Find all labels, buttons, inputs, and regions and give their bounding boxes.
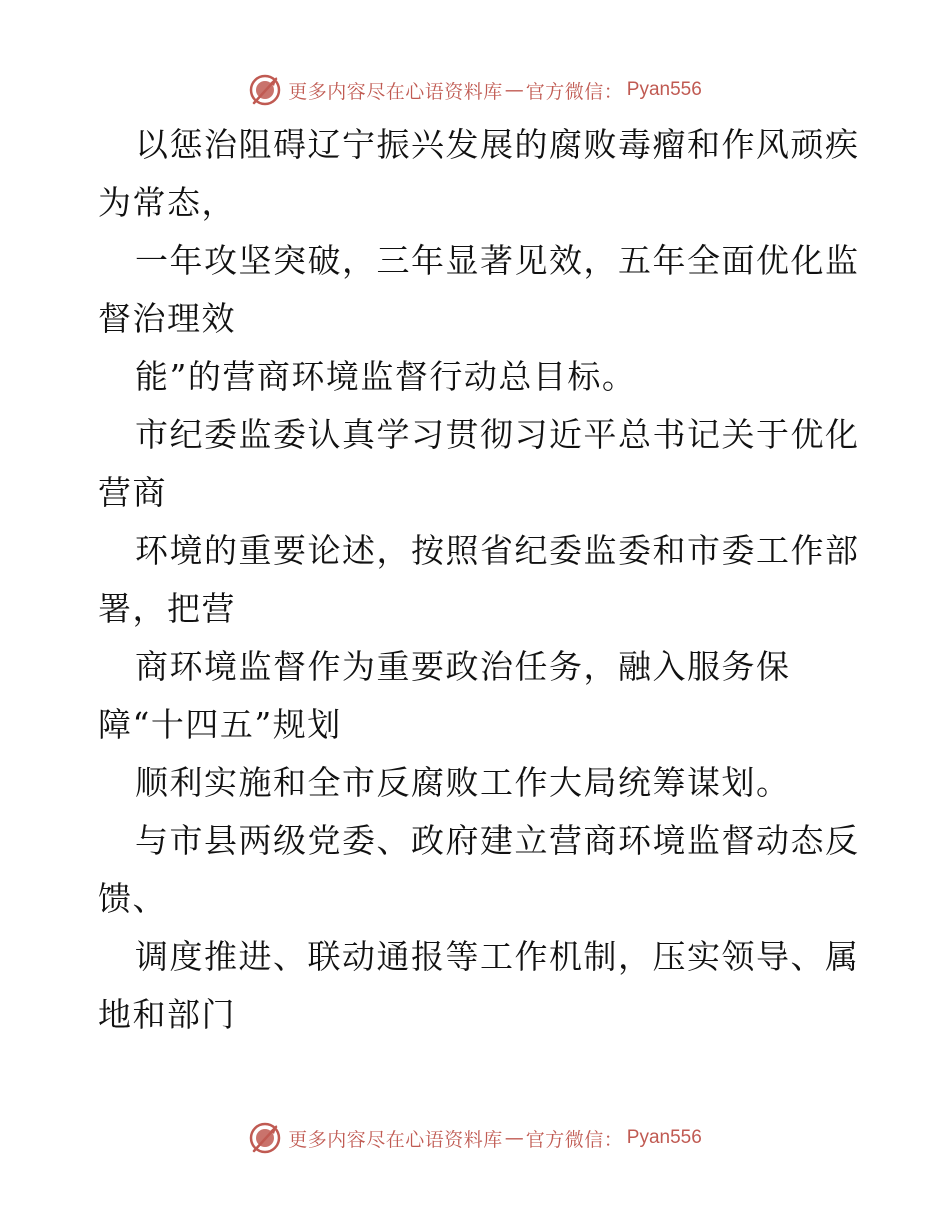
body-line: 以惩治阻碍辽宁振兴发展的腐败毒瘤和作风顽疾 <box>135 125 860 164</box>
banner-wechat-id: Pyan556 <box>626 1127 702 1148</box>
body-line: 为常态， <box>98 183 236 222</box>
body-line: 署，把营 <box>98 589 236 628</box>
footer-banner <box>0 1118 950 1158</box>
banner-colon: ： <box>603 1128 623 1151</box>
body-line: 能”的营商环境监督行动总目标。 <box>135 357 637 396</box>
body-line: 营商 <box>98 473 167 512</box>
body-line: 督治理效 <box>98 299 236 338</box>
body-line: 地和部门 <box>98 995 236 1034</box>
banner-wechat-id: Pyan556 <box>626 79 702 100</box>
banner-brand-text: 更多内容尽在心语资料库 <box>288 1128 503 1151</box>
body-line: 障“十四五”规划 <box>98 705 342 744</box>
banner-dash: — <box>504 79 524 101</box>
banner-wechat-label: 官方微信 <box>525 1128 604 1151</box>
body-line: 一年攻坚突破，三年显著见效，五年全面优化监 <box>135 241 860 280</box>
banner-wechat-label: 官方微信 <box>525 80 604 103</box>
body-line: 顺利实施和全市反腐败工作大局统筹谋划。 <box>135 763 791 802</box>
banner-colon: ： <box>603 80 623 103</box>
body-line: 馈、 <box>98 879 167 918</box>
header-banner <box>0 70 950 110</box>
body-line: 调度推进、联动通报等工作机制，压实领导、属 <box>135 937 860 976</box>
banner-dash: — <box>504 1127 524 1149</box>
body-line: 环境的重要论述，按照省纪委监委和市委工作部 <box>135 531 860 570</box>
body-line: 市纪委监委认真学习贯彻习近平总书记关于优化 <box>135 415 860 454</box>
document-body <box>0 116 950 1044</box>
feather-pen-in-circle-icon <box>248 1121 282 1155</box>
banner-brand-text: 更多内容尽在心语资料库 <box>288 80 503 103</box>
feather-pen-in-circle-icon <box>248 73 282 107</box>
body-line: 与市县两级党委、政府建立营商环境监督动态反 <box>135 821 860 860</box>
body-line: 商环境监督作为重要政治任务，融入服务保 <box>135 647 791 686</box>
